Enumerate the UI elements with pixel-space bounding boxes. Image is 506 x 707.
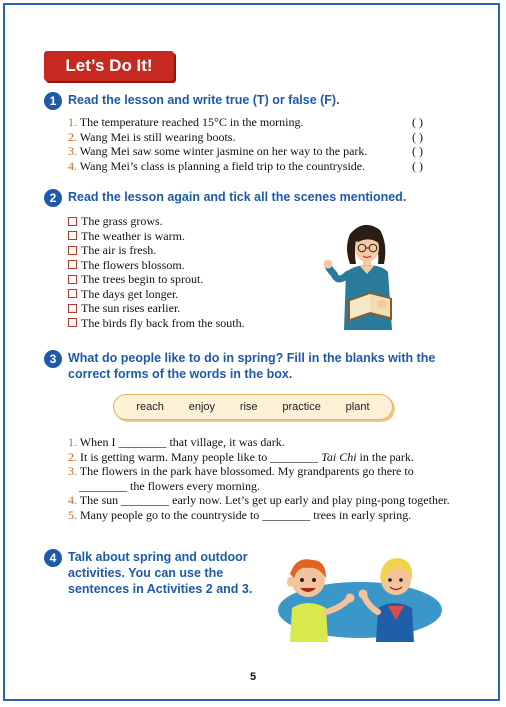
section-3-instruction-line2: correct forms of the words in the box.: [68, 367, 293, 381]
section-2-instruction: Read the lesson again and tick all the scenes mentioned.: [68, 190, 407, 204]
answer-blank[interactable]: ( ): [412, 144, 423, 158]
scene-item: The grass grows.: [68, 214, 245, 229]
fill-item-3: 3. The flowers in the park have blossomed. My grandparents go there to: [68, 464, 414, 479]
kids-talking-illustration: [268, 550, 446, 642]
checkbox[interactable]: [68, 289, 77, 298]
section-3-instruction-line1: What do people like to do in spring? Fill in the blanks with the: [68, 351, 436, 365]
fill-item-4: 4. The sun ________ early now. Let’s get up early and play ping-pong together.: [68, 493, 450, 508]
checkbox[interactable]: [68, 231, 77, 240]
fill-item-1: 1. When I ________ that village, it was dark.: [68, 435, 285, 449]
section-4-line3: sentences in Activities 2 and 3.: [68, 582, 253, 596]
section-1-header: [44, 92, 340, 110]
tf-item-2: 2. Wang Mei is still wearing boots. ( ): [68, 129, 423, 144]
section-4-line2: activities. You can use the: [68, 566, 224, 580]
word-enjoy: enjoy: [188, 401, 216, 413]
scene-item: The flowers blossom.: [68, 258, 245, 273]
fill-item-3-continued: ________ the flowers every morning.: [79, 478, 260, 493]
section-1-instruction: Read the lesson and write true (T) or false (F).: [68, 93, 340, 107]
fill-blank[interactable]: ________: [121, 493, 170, 508]
section-4-line1: Talk about spring and outdoor: [68, 550, 248, 564]
tf-item-3: 3. Wang Mei saw some winter jasmine on her way to the park. ( ): [68, 144, 423, 158]
page-number: 5: [249, 671, 257, 683]
word-practice: practice: [282, 401, 321, 413]
fill-blank[interactable]: ________: [262, 507, 311, 522]
tf-item-1: 1. The temperature reached 15°C in the morning. ( ): [68, 115, 423, 129]
section-3-number: 3: [44, 350, 62, 368]
answer-blank[interactable]: ( ): [412, 129, 423, 144]
section-2-number: 2: [44, 189, 62, 207]
checkbox[interactable]: [68, 275, 77, 284]
fill-in-list: [68, 435, 478, 523]
scene-item: The days get longer.: [68, 287, 245, 302]
fill-item-2: 2. It is getting warm. Many people like to ________ Tai Chi in the park.: [68, 449, 414, 464]
scene-item: The birds fly back from the south.: [68, 316, 245, 331]
answer-blank[interactable]: ( ): [412, 158, 423, 173]
fill-blank[interactable]: ________: [270, 449, 319, 464]
lets-do-it-banner: Let’s Do It!: [44, 51, 174, 81]
scene-item: The air is fresh.: [68, 243, 245, 258]
teacher-illustration: [320, 218, 410, 330]
scene-item: The weather is warm.: [68, 229, 245, 244]
checkbox[interactable]: [68, 246, 77, 255]
checkbox[interactable]: [68, 217, 77, 226]
answer-blank[interactable]: ( ): [412, 115, 423, 129]
word-rise: rise: [239, 401, 258, 413]
word-plant: plant: [345, 401, 370, 413]
tf-item-4: 4. Wang Mei’s class is planning a field trip to the countryside. ( ): [68, 158, 423, 173]
section-4-header: [44, 549, 252, 597]
fill-item-5: 5. Many people go to the countryside to ________ trees in early spring.: [68, 507, 412, 522]
section-3-header: [44, 350, 435, 382]
section-1-list: [68, 115, 423, 173]
word-reach: reach: [136, 401, 164, 413]
checkbox[interactable]: [68, 318, 77, 327]
fill-blank[interactable]: ________: [118, 435, 167, 449]
scene-item: The trees begin to sprout.: [68, 272, 245, 287]
section-4-number: 4: [44, 549, 62, 567]
checkbox[interactable]: [68, 304, 77, 313]
checkbox[interactable]: [68, 260, 77, 269]
section-2-header: [44, 189, 406, 207]
scene-item: The sun rises earlier.: [68, 301, 245, 316]
section-2-list: [68, 214, 245, 330]
word-box: [113, 394, 393, 420]
fill-blank[interactable]: ________: [79, 478, 127, 493]
section-1-number: 1: [44, 92, 62, 110]
